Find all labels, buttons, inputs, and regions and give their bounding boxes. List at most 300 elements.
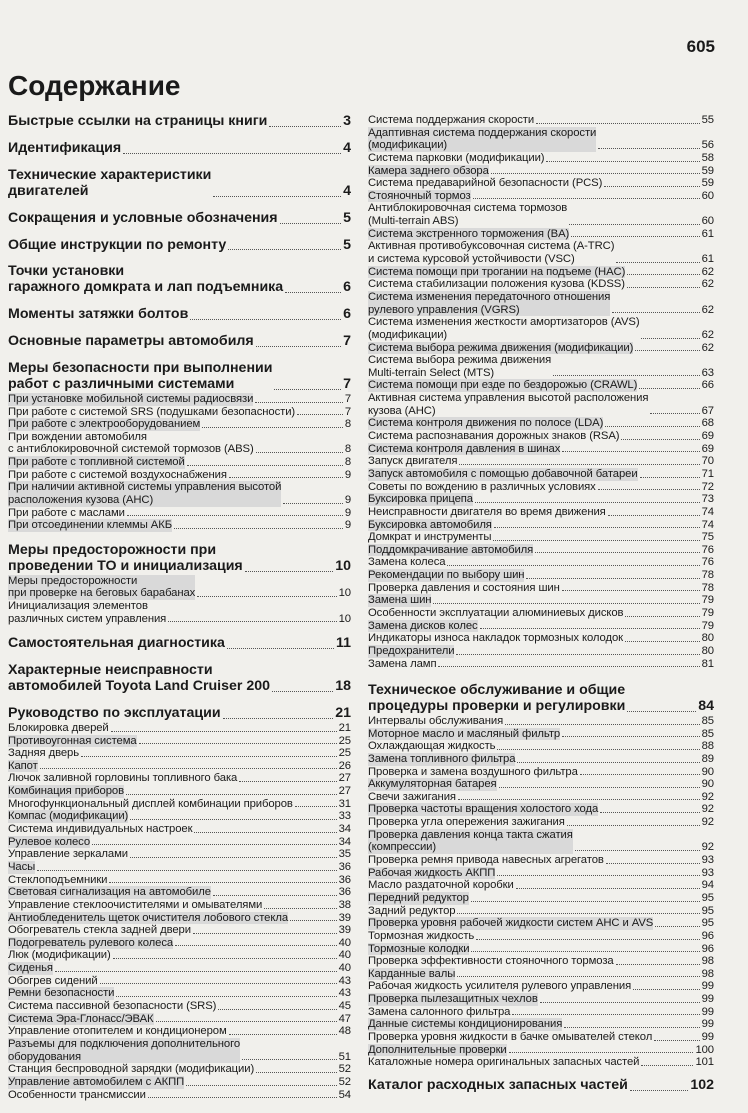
toc-entry-title: Передний редуктор — [368, 891, 469, 904]
toc-entry-title: Проверка эффективности стояночного тормоза — [368, 955, 614, 968]
toc-entry-title: Дополнительные проверки — [368, 1043, 507, 1056]
dot-leader — [567, 825, 700, 826]
toc-entry-title: Замена колеса — [368, 556, 446, 569]
toc-subentry — [368, 791, 714, 804]
toc-subentry — [8, 823, 351, 836]
toc-page-number: 95 — [701, 904, 714, 917]
toc-subentry — [368, 392, 714, 417]
toc-page-number: 36 — [338, 886, 351, 899]
toc-page-number: 102 — [690, 1076, 714, 1093]
toc-page-number: 34 — [338, 835, 351, 848]
dot-leader — [604, 186, 699, 187]
toc-page-number: 7 — [343, 333, 351, 350]
toc-entry-title: Рабочая жидкость АКПП — [368, 866, 496, 879]
dot-leader — [156, 1021, 337, 1022]
toc-subentry — [8, 1013, 351, 1026]
dot-leader — [512, 1014, 699, 1015]
toc-page-number: 7 — [344, 405, 351, 418]
toc-subentry — [368, 481, 714, 494]
toc-page-number: 62 — [701, 303, 714, 316]
toc-entry-title: Рулевое колесо — [8, 835, 91, 848]
toc-page-number: 99 — [701, 1031, 714, 1044]
toc-page-number: 47 — [338, 1012, 351, 1025]
dot-leader — [213, 196, 341, 197]
toc-page-number: 93 — [701, 854, 714, 867]
toc-entry-title: Система контроля движения по полосе (LDA) — [368, 417, 604, 430]
toc-page-number: 85 — [701, 727, 714, 740]
toc-entry-title: Проверка давления конца такта сжатия (компрессии) — [368, 828, 573, 854]
dot-leader — [457, 913, 699, 914]
dot-leader — [553, 375, 700, 376]
toc-entry-title: Камера заднего обзора — [368, 164, 489, 177]
toc-page-number: 99 — [701, 1005, 714, 1018]
toc-page-number: 54 — [338, 1088, 351, 1101]
toc-entry-title: Проверка угла опережения зажигания — [368, 816, 565, 829]
toc-subentry — [368, 917, 714, 930]
toc-subentry — [368, 905, 714, 918]
dot-leader — [580, 774, 700, 775]
dot-leader — [562, 590, 700, 591]
toc-section-entry — [8, 211, 351, 227]
toc-entry-title: Система помощи при езде по бездорожью (CRAWL) — [368, 379, 638, 392]
toc-entry-title: Система индивидуальных настроек — [8, 823, 193, 836]
dot-leader — [491, 173, 700, 174]
toc-page-number: 60 — [701, 189, 714, 202]
dot-leader — [459, 464, 699, 465]
toc-page-number: 74 — [701, 505, 714, 518]
dot-leader — [109, 882, 336, 883]
toc-page-number: 51 — [338, 1050, 351, 1063]
toc-subentry — [368, 240, 714, 265]
toc-entry-title: Интервалы обслуживания — [368, 715, 504, 727]
toc-entry-title: Подогреватель рулевого колеса — [8, 936, 174, 949]
dot-leader — [605, 426, 699, 427]
toc-page-number: 92 — [701, 816, 714, 829]
toc-entry-title: Система поддержания скорости — [368, 114, 535, 126]
dot-leader — [475, 502, 700, 503]
toc-entry-title: Инициализация элементов различных систем управления — [8, 600, 167, 625]
toc-subentry — [368, 778, 714, 791]
toc-page-number: 9 — [344, 519, 351, 532]
toc-section-entry — [8, 168, 351, 200]
dot-leader — [540, 1002, 700, 1003]
toc-page-number: 59 — [701, 164, 714, 177]
toc-entry-title: Самостоятельная диагностика — [8, 635, 225, 652]
toc-entry-title: Идентификация — [8, 139, 122, 156]
dot-leader — [612, 312, 699, 313]
toc-entry-title: Сиденья — [8, 962, 53, 975]
toc-subentry — [368, 645, 714, 658]
toc-subentry — [368, 544, 714, 557]
toc-page-number: 58 — [701, 151, 714, 164]
toc-page-number: 80 — [701, 632, 714, 645]
toc-subentry — [368, 594, 714, 607]
toc-entry-title: Основные параметры автомобиля — [8, 333, 254, 350]
toc-entry-title: Сокращения и условные обозначения — [8, 209, 278, 226]
toc-subentry — [368, 607, 714, 620]
toc-page-number: 62 — [701, 328, 714, 341]
dot-leader — [81, 756, 337, 757]
toc-entry-title: Система стабилизации положения кузова (KDSS) — [368, 278, 625, 291]
dot-leader — [255, 402, 343, 403]
dot-leader — [126, 794, 337, 795]
toc-section-entry — [8, 141, 351, 157]
toc-entry-title: Антиобледенитель щеток очистителя лобового стекла — [8, 911, 289, 924]
dot-leader — [471, 901, 700, 902]
dot-leader — [630, 1090, 688, 1091]
toc-subentry — [368, 658, 714, 671]
dot-leader — [130, 857, 337, 858]
dot-leader — [633, 989, 700, 990]
dot-leader — [639, 388, 699, 389]
toc-subentry — [368, 430, 714, 443]
toc-page-number: 40 — [338, 949, 351, 962]
toc-subentry — [368, 829, 714, 854]
dot-leader — [37, 870, 336, 871]
toc-section-entry — [8, 307, 351, 323]
toc-page-number: 94 — [701, 879, 714, 892]
dot-leader — [571, 236, 699, 237]
dot-leader — [600, 812, 699, 813]
toc-page-number: 99 — [701, 980, 714, 993]
dot-leader — [562, 736, 700, 737]
toc-entry-title: Разъемы для подключения дополнительного оборудования — [8, 1037, 241, 1063]
toc-entry-title: Управление отопителем и кондиционером — [8, 1025, 227, 1038]
toc-subentry — [8, 848, 351, 861]
toc-subentry — [368, 867, 714, 880]
toc-page-number: 101 — [695, 1056, 714, 1069]
toc-entry-title: Система помощи при трогании на подъеме (HAC) — [368, 265, 626, 278]
toc-page-number: 89 — [701, 752, 714, 765]
toc-entry-title: При работе с маслами — [8, 506, 125, 519]
dot-leader — [625, 616, 699, 617]
toc-page-number: 8 — [344, 443, 351, 456]
toc-entry-title: Индикаторы износа накладок тормозных колодок — [368, 632, 623, 645]
toc-subentry — [368, 443, 714, 456]
dot-leader — [285, 292, 341, 293]
toc-page-number: 25 — [338, 734, 351, 747]
toc-subentry — [8, 1089, 351, 1102]
toc-page-number: 69 — [701, 430, 714, 443]
dot-leader — [598, 148, 699, 149]
toc-subentry — [8, 949, 351, 962]
toc-entry-title: Капот — [8, 759, 38, 772]
dot-leader — [186, 1085, 336, 1086]
toc-subentry — [368, 632, 714, 645]
toc-subentry — [8, 836, 351, 849]
toc-entry-title: Техническое обслуживание и общие процедуры проверки и регулировки — [368, 682, 626, 715]
toc-entry-title: Противоугонная система — [8, 734, 137, 747]
dot-leader — [295, 806, 337, 807]
toc-subentry — [8, 1063, 351, 1076]
toc-page-number: 52 — [338, 1075, 351, 1088]
dot-leader — [598, 489, 700, 490]
toc-subentry — [8, 469, 351, 482]
toc-entry-title: Управление автомобилем с АКПП — [8, 1075, 185, 1088]
toc-subentry — [8, 886, 351, 899]
toc-entry-title: При работе с топливной системой — [8, 456, 185, 469]
toc-entry-title: При работе с электрооборудованием — [8, 418, 201, 431]
toc-subentry — [368, 152, 714, 165]
dot-leader — [499, 787, 700, 788]
toc-subentry — [368, 943, 714, 956]
toc-page-number: 40 — [338, 936, 351, 949]
toc-section-entry — [8, 114, 351, 130]
toc-subentry — [8, 418, 351, 431]
dot-leader — [471, 951, 699, 952]
toc-page-number: 68 — [701, 417, 714, 430]
toc-entry-title: Стеклоподъемники — [8, 873, 108, 886]
dot-leader — [123, 153, 341, 154]
toc-page-number: 39 — [338, 924, 351, 937]
toc-entry-title: Каталог расходных запасных частей — [368, 1076, 628, 1093]
toc-page-number: 39 — [338, 911, 351, 924]
dot-leader — [213, 895, 337, 896]
toc-entry-title: Система пассивной безопасности (SRS) — [8, 1000, 217, 1013]
toc-entry-title: Блокировка дверей — [8, 721, 109, 734]
toc-entry-title: Точки установки гаражного домкрата и лап подъемника — [8, 263, 284, 296]
toc-subentry — [368, 766, 714, 779]
toc-subentry — [368, 740, 714, 753]
toc-entry-title: Охлаждающая жидкость — [368, 740, 496, 753]
dot-leader — [229, 1034, 337, 1035]
toc-entry-title: Проверка пылезащитных чехлов — [368, 993, 538, 1006]
toc-entry-title: Неисправности двигателя во время движения — [368, 505, 606, 518]
toc-section-entry — [368, 1078, 714, 1094]
toc-entry-title: Проверка уровня рабочей жидкости систем AHC и AVS — [368, 917, 654, 930]
dot-leader — [562, 451, 699, 452]
toc-page-number: 48 — [338, 1025, 351, 1038]
toc-entry-title: Управление стеклоочистителями и омывателями — [8, 898, 263, 911]
dot-leader — [517, 762, 699, 763]
toc-section-entry — [8, 238, 351, 254]
dot-leader — [497, 749, 699, 750]
toc-page-number: 98 — [701, 967, 714, 980]
toc-subentry — [368, 854, 714, 867]
toc-entry-title: Станция беспроводной зарядки (модификации) — [8, 1063, 255, 1076]
dot-leader — [193, 933, 337, 934]
dot-leader — [168, 621, 336, 622]
toc-section-entry — [8, 361, 351, 393]
toc-subentry — [8, 1000, 351, 1013]
dot-leader — [139, 743, 337, 744]
toc-page-number: 59 — [701, 177, 714, 190]
dot-leader — [621, 439, 699, 440]
toc-subentry — [8, 735, 351, 748]
toc-subentry — [8, 874, 351, 887]
toc-subentry — [368, 354, 714, 379]
toc-entry-title: Данные системы кондиционирования — [368, 1018, 563, 1031]
toc-page-number: 96 — [701, 942, 714, 955]
toc-page-number: 88 — [701, 740, 714, 753]
dot-leader — [148, 1097, 337, 1098]
page-title: Содержание — [8, 70, 181, 101]
toc-entry-title: Система изменения передаточного отношения рулевого управления (VGRS) — [368, 290, 611, 316]
toc-entry-title: Система выбора режима движения Multi-terrain Select (MTS) — [368, 354, 552, 379]
toc-entry-title: При вождении автомобиля с антиблокировочной системой тормозов (ABS) — [8, 430, 254, 456]
toc-entry-title: Аккумуляторная батарея — [368, 778, 497, 791]
toc-subentry — [368, 228, 714, 241]
toc-page-number: 62 — [701, 265, 714, 278]
toc-section-entry — [8, 264, 351, 296]
dot-leader — [575, 850, 700, 851]
toc-page-number: 4 — [343, 182, 351, 199]
toc-section-entry — [368, 683, 714, 715]
toc-entry-title: Люк (модификации) — [8, 949, 111, 962]
toc-page-number: 5 — [343, 209, 351, 226]
toc-page-number: 90 — [701, 778, 714, 791]
toc-section-entry — [8, 663, 351, 695]
toc-entry-title: Замена дисков колес — [368, 619, 478, 632]
toc-subentry — [368, 620, 714, 633]
dot-leader — [546, 161, 699, 162]
toc-subentry — [8, 760, 351, 773]
toc-page-number: 6 — [343, 306, 351, 323]
dot-leader — [516, 888, 700, 889]
toc-entry-title: Лючок заливной горловины топливного бака — [8, 772, 238, 785]
toc-entry-title: Комбинация приборов — [8, 785, 124, 798]
toc-page-number: 79 — [701, 606, 714, 619]
dot-leader — [627, 711, 696, 712]
dot-leader — [297, 414, 343, 415]
dot-leader — [535, 552, 699, 553]
toc-entry-title: Замена салонного фильтра — [368, 1005, 511, 1018]
toc-subentry — [368, 342, 714, 355]
toc-subentry — [368, 202, 714, 227]
toc-page-number: 3 — [343, 113, 351, 129]
dot-leader — [92, 844, 337, 845]
toc-subentry — [8, 798, 351, 811]
toc-entry-title: Характерные неисправности автомобилей Toyota Land Cruiser 200 — [8, 662, 271, 695]
dot-leader — [174, 528, 343, 529]
toc-subentry — [368, 1006, 714, 1019]
toc-subentry — [368, 379, 714, 392]
dot-leader — [480, 628, 700, 629]
toc-page-number: 56 — [701, 139, 714, 152]
dot-leader — [218, 1009, 336, 1010]
toc-subentry — [368, 968, 714, 981]
toc-entry-title: Управление зеркалами — [8, 848, 128, 861]
toc-subentry — [368, 1056, 714, 1069]
toc-entry-title: Буксировка автомобиля — [368, 518, 492, 531]
dot-leader — [640, 477, 700, 478]
toc-subentry — [8, 747, 351, 760]
toc-page-number: 75 — [701, 531, 714, 544]
toc-entry-title: Обогреватель стекла задней двери — [8, 924, 191, 937]
toc-page-number: 73 — [701, 493, 714, 506]
toc-page-number: 61 — [701, 227, 714, 240]
toc-subentry — [8, 962, 351, 975]
dot-leader — [197, 596, 336, 597]
toc-entry-title: Меры безопасности при выполнении работ с различными системами — [8, 360, 273, 392]
toc-subentry — [8, 975, 351, 988]
dot-leader — [655, 926, 699, 927]
dot-leader — [433, 603, 699, 604]
toc-section-entry — [8, 706, 351, 722]
toc-page-number: 31 — [338, 797, 351, 810]
toc-subentry — [368, 803, 714, 816]
toc-entry-title: Предохранители — [368, 644, 455, 657]
toc-entry-title: Проверка давления и состояния шин — [368, 581, 560, 594]
toc-subentry — [8, 772, 351, 785]
dot-leader — [536, 123, 700, 124]
toc-entry-title: Задняя дверь — [8, 747, 80, 760]
toc-subentry — [8, 1076, 351, 1089]
toc-page-number: 21 — [338, 721, 351, 734]
toc-entry-title: Руководство по эксплуатации — [8, 705, 221, 722]
toc-page-number: 92 — [701, 790, 714, 803]
dot-leader — [264, 908, 336, 909]
dot-leader — [509, 1052, 694, 1053]
toc-subentry — [8, 507, 351, 520]
toc-entry-title: Система экстренного торможения (BA) — [368, 227, 570, 240]
toc-page-number: 36 — [338, 860, 351, 873]
toc-subentry — [8, 393, 351, 406]
toc-page-number: 99 — [701, 993, 714, 1006]
toc-entry-title: Обогрев сидений — [8, 974, 98, 987]
toc-subentry — [368, 417, 714, 430]
toc-page-number: 62 — [701, 278, 714, 291]
toc-entry-title: Домкрат и инструменты — [368, 531, 492, 544]
toc-page-number: 71 — [701, 467, 714, 480]
dot-leader — [635, 350, 699, 351]
toc-subentry — [8, 722, 351, 735]
dot-leader — [100, 983, 337, 984]
toc-page-number: 45 — [338, 1000, 351, 1013]
dot-leader — [473, 198, 700, 199]
toc-page-number: 69 — [701, 442, 714, 455]
toc-page-number: 9 — [344, 506, 351, 519]
toc-subentry — [368, 582, 714, 595]
dot-leader — [497, 875, 699, 876]
dot-leader — [641, 338, 699, 339]
toc-page-number: 43 — [338, 974, 351, 987]
toc-page-number: 10 — [335, 557, 351, 574]
dot-leader — [202, 427, 343, 428]
toc-subentry — [8, 810, 351, 823]
dot-leader — [627, 274, 699, 275]
toc-page-number: 74 — [701, 518, 714, 531]
toc-entry-title: Моменты затяжки болтов — [8, 306, 189, 323]
toc-page-number: 10 — [338, 612, 351, 625]
toc-subentry — [8, 406, 351, 419]
toc-subentry — [8, 519, 351, 532]
dot-leader — [494, 527, 700, 528]
toc-entry-title: Активная противобуксовочная система (A-TRC) и система курсовой устойчивости (VSC) — [368, 240, 615, 266]
toc-entry-title: Проверка и замена воздушного фильтра — [368, 765, 578, 778]
dot-leader — [228, 249, 341, 250]
toc-entry-title: Особенности эксплуатации алюминиевых дисков — [368, 606, 624, 619]
dot-leader — [269, 126, 341, 127]
toc-subentry — [368, 127, 714, 152]
toc-page-number: 36 — [338, 873, 351, 886]
toc-page-number: 85 — [701, 715, 714, 727]
toc-entry-title: Буксировка прицепа — [368, 493, 473, 506]
toc-page-number: 72 — [701, 480, 714, 493]
toc-entry-title: Световая сигнализация на автомобиле — [8, 886, 211, 899]
toc-page-number: 92 — [701, 841, 714, 854]
toc-entry-title: Поддомкрачивание автомобиля — [368, 543, 534, 556]
dot-leader — [283, 503, 342, 504]
dot-leader — [650, 413, 699, 414]
toc-page-number: 4 — [343, 139, 351, 156]
toc-subentry — [8, 431, 351, 456]
toc-entry-title: Система предаварийной безопасности (PCS) — [368, 177, 603, 190]
toc-entry-title: Часы — [8, 860, 36, 873]
toc-subentry — [368, 455, 714, 468]
toc-entry-title: Замена топливного фильтра — [368, 752, 516, 765]
dot-leader — [616, 964, 700, 965]
